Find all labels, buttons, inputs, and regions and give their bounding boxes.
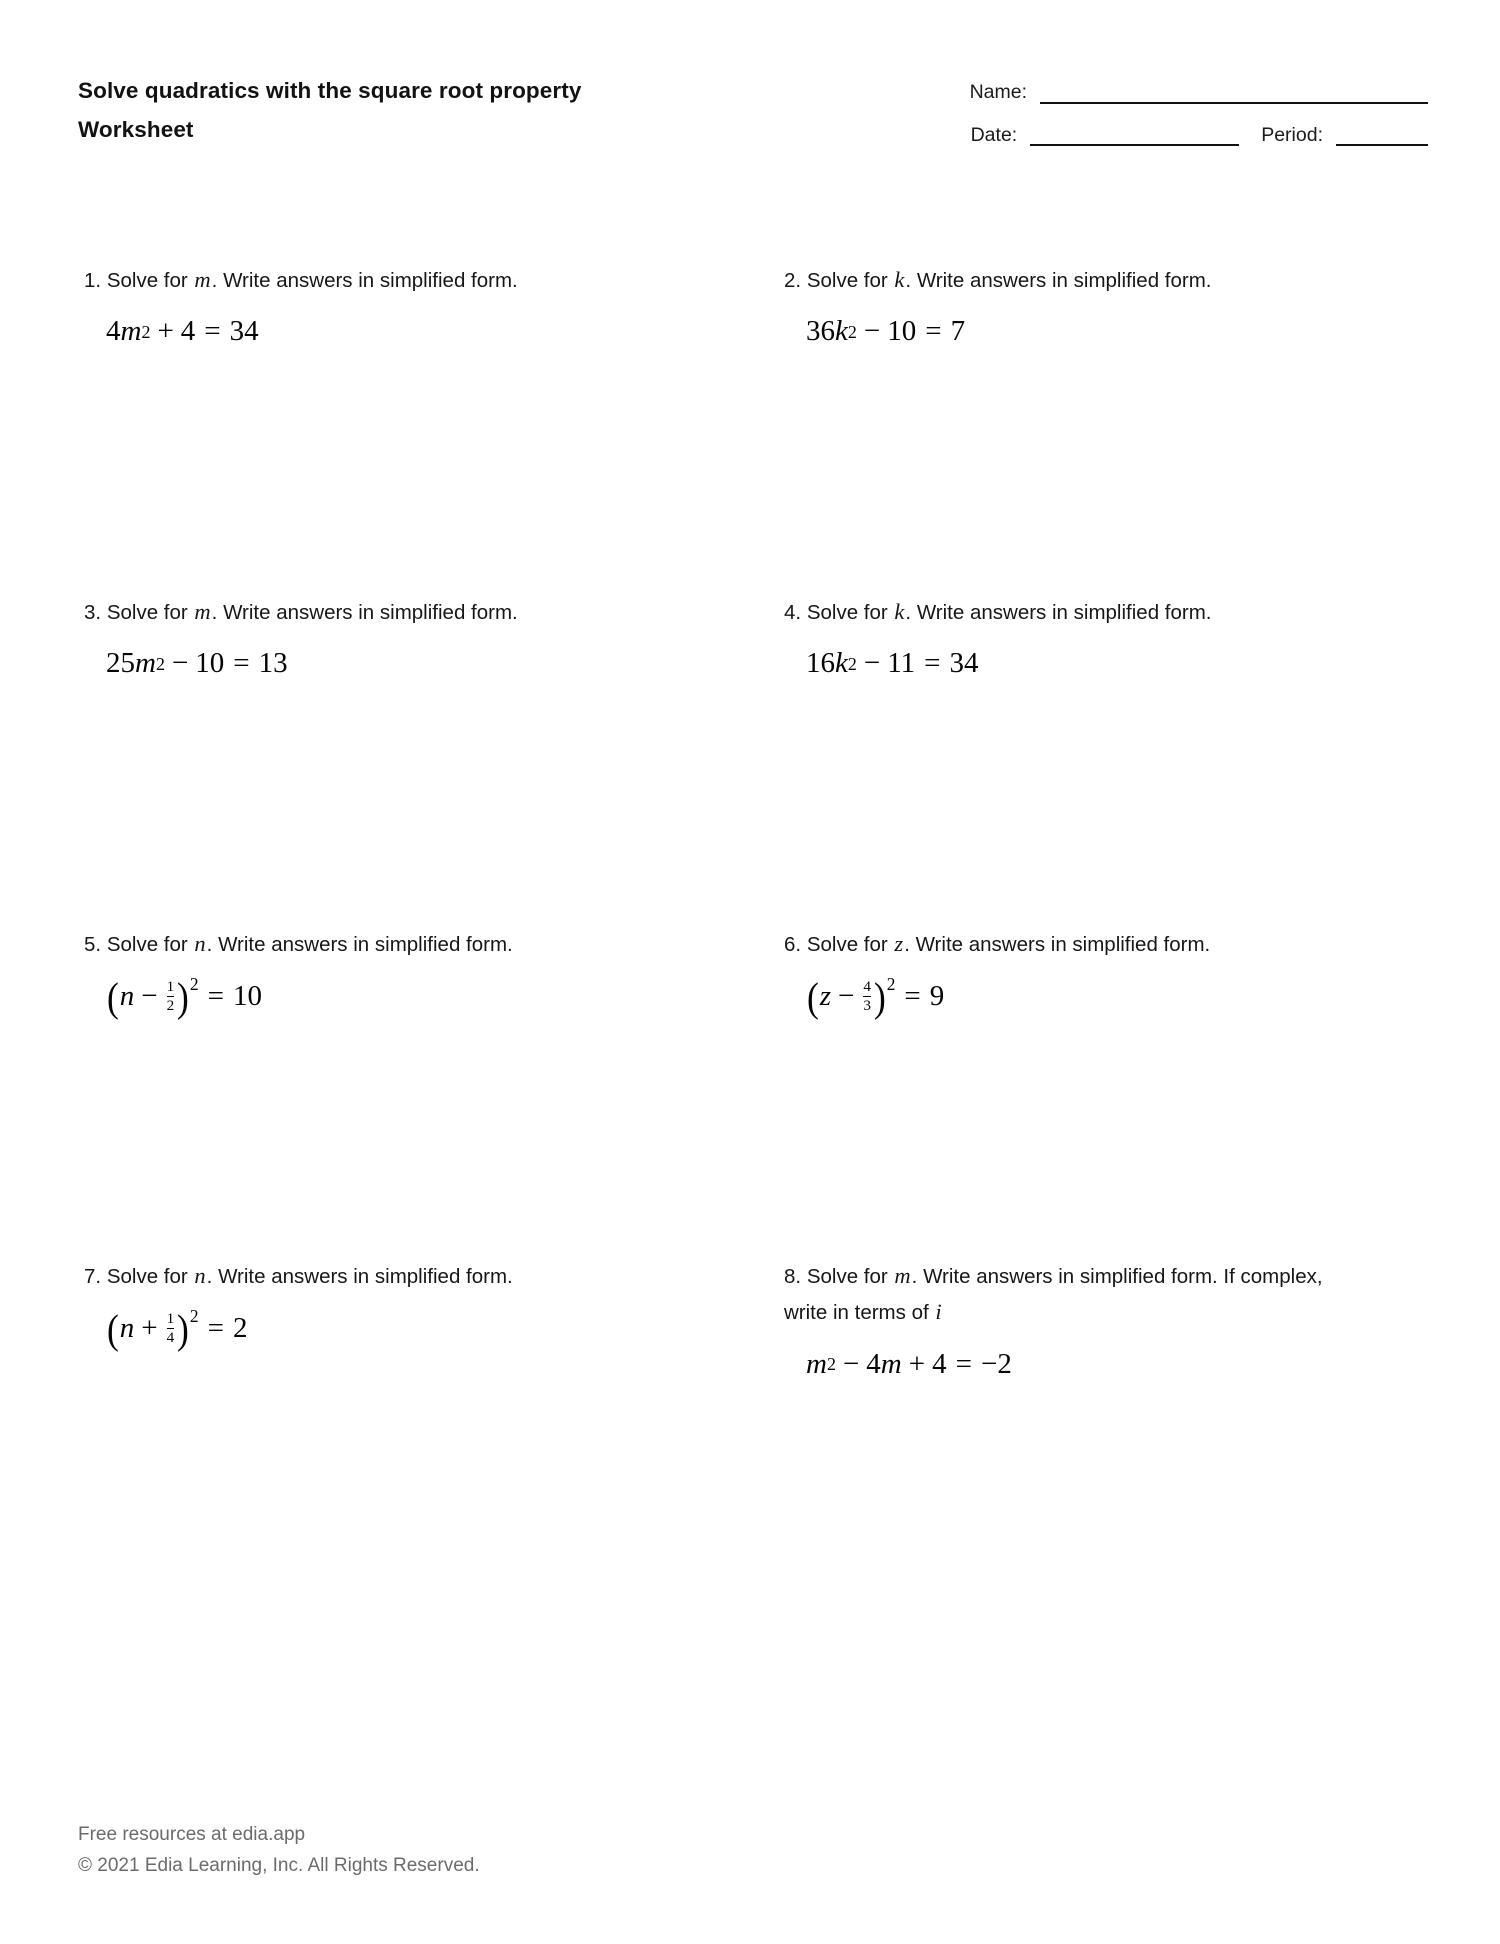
problem-6-prompt-before: Solve for [806,933,888,956]
name-label: Name: [969,81,1027,103]
p3-term-2: 10 [195,647,225,680]
problem-5-equation [78,973,778,1020]
p5-fraction-denominator: 2 [166,997,175,1015]
date-label: Date: [970,123,1018,146]
p3-variable: m [135,647,156,680]
p8-operator-2: + [908,1347,926,1380]
p7-fraction [167,1311,175,1346]
p6-close-paren: ) [873,973,886,1020]
problem-5-prompt-after: . Write answers in simplified form. [206,933,513,956]
problem-6-variable: z [894,931,904,956]
p3-operator-1: − [171,647,189,680]
p8-operator-1: − [842,1347,860,1380]
problem-1 [78,262,778,594]
p5-close-paren: ) [177,973,189,1020]
p5-equals-sign: = [207,980,224,1013]
problem-5-variable: n [194,931,206,956]
problem-7 [78,1258,778,1590]
p7-fraction-numerator: 1 [166,1310,175,1328]
problem-6-prompt-after: . Write answers in simplified form. [904,933,1211,956]
p3-coefficient: 25 [106,647,135,680]
p5-open-paren: ( [106,973,119,1020]
p2-coefficient: 36 [806,315,835,348]
p4-coefficient: 16 [806,647,835,680]
p6-variable: z [819,980,832,1013]
problem-1-prompt-after: . Write answers in simplified form. [211,269,518,292]
p8-right-side: −2 [980,1347,1012,1380]
problem-2-prompt-before: Solve for [806,269,888,292]
p7-close-paren: ) [177,1305,189,1352]
p4-equals-sign: = [924,647,941,680]
problem-8-number: 8. [784,1265,802,1288]
name-input-line[interactable] [1040,93,1428,104]
problem-3-prompt-before: Solve for [106,601,188,624]
worksheet-header [78,72,1428,149]
problem-1-equation: 4 m 2 + 4 = 34 [106,315,259,348]
p1-right-side: 34 [229,315,259,348]
p6-paren-group [806,973,896,1020]
p7-fraction-denominator: 4 [166,1329,175,1347]
name-field-row [928,83,1428,104]
problem-3-prompt [78,594,668,630]
problem-5-prompt [78,926,668,962]
problem-7-number: 7. [84,1265,102,1288]
problem-3-prompt-after: . Write answers in simplified form. [211,601,518,624]
problem-8-prompt-before: Solve for [806,1265,888,1288]
p2-right-side: 7 [950,315,966,348]
student-fields [928,72,1428,146]
problem-7-prompt [78,1258,668,1294]
p5-right-side: 10 [232,980,262,1013]
p1-variable: m [120,315,142,348]
problem-7-prompt-after: . Write answers in simplified form. [206,1265,513,1288]
problem-2-number: 2. [784,269,802,292]
p4-term-2: 11 [887,647,916,680]
problem-2-variable: k [894,267,905,292]
problem-7-variable: n [194,1263,206,1288]
p6-fraction [863,979,871,1014]
problem-8 [778,1258,1428,1590]
p1-coefficient: 4 [106,315,121,348]
problem-7-equation [78,1305,778,1352]
problem-1-prompt [78,262,668,298]
p5-fraction-numerator: 1 [166,978,175,996]
p5-operator-1: − [141,980,158,1013]
p8-equals-sign: = [955,1347,972,1380]
problem-1-number: 1. [84,269,102,292]
problem-3-number: 3. [84,601,102,624]
p7-right-side: 2 [232,1312,248,1345]
problem-8-prompt [778,1258,1368,1331]
title-line-1: Solve quadratics with the square root property [78,78,582,103]
period-input-line[interactable] [1336,135,1428,146]
p6-fraction-numerator: 4 [863,978,871,996]
p7-equals-sign: = [207,1312,224,1345]
p6-exponent: 2 [886,974,896,995]
p8-variable-2: m [880,1347,902,1380]
title-line-2: Worksheet [78,116,194,142]
p8-variable: m [806,1347,827,1380]
problem-4-prompt-before: Solve for [806,601,888,624]
p2-variable: k [835,315,848,348]
page-footer [78,1820,480,1882]
problem-8-prompt-after: . Write answers in simplified form. If [911,1265,1235,1288]
problem-5-prompt-before: Solve for [106,933,188,956]
date-period-field-row [928,123,1428,147]
p7-variable: n [119,1312,135,1345]
problem-8-prompt-line-2-variable: i [935,1299,942,1325]
footer-copyright-line: © 2021 Edia Learning, Inc. All Rights Reserved. [78,1855,480,1877]
problem-8-prompt-line-2: complex, write in terms of [784,1265,1323,1325]
problem-5 [78,926,778,1258]
p5-paren-group [106,973,199,1020]
problem-8-variable: m [894,1263,911,1288]
problem-4 [778,594,1428,926]
problem-4-prompt-after: . Write answers in simplified form. [905,601,1212,624]
problem-grid [78,262,1428,1590]
p2-operator-1: − [863,315,881,348]
problem-5-number: 5. [84,933,102,956]
problem-6-equation [778,973,1428,1020]
p6-equals-sign: = [904,980,921,1013]
p5-fraction [167,979,175,1014]
p6-operator-1: − [838,980,855,1013]
p1-operator-1: + [157,315,174,348]
p3-equals-sign: = [233,647,250,680]
page-title [78,72,581,149]
p5-variable: n [119,980,135,1013]
problem-2 [778,262,1428,594]
p4-operator-1: − [863,647,881,680]
p5-exponent: 2 [189,974,199,995]
problem-3-variable: m [194,599,211,624]
p6-fraction-denominator: 3 [863,997,871,1015]
date-input-line[interactable] [1030,135,1239,146]
p7-open-paren: ( [106,1305,119,1352]
p4-right-side: 34 [949,647,979,680]
problem-2-equation: 36 k 2 − 10 = 7 [806,315,966,348]
problem-7-prompt-before: Solve for [106,1265,188,1288]
problem-4-variable: k [894,599,905,624]
problem-2-prompt-after: . Write answers in simplified form. [905,269,1212,292]
p2-equals-sign: = [925,315,942,348]
footer-resources-line: Free resources at edia.app [78,1824,306,1846]
period-label: Period: [1261,123,1323,146]
problem-6-prompt [778,926,1368,962]
problem-8-equation: m 2 − 4 m + 4 = −2 [806,1347,1012,1380]
p2-term-2: 10 [887,315,917,348]
p3-right-side: 13 [258,647,288,680]
problem-6-number: 6. [784,933,802,956]
p7-operator-1: + [141,1312,158,1345]
problem-4-number: 4. [784,601,802,624]
problem-3 [78,594,778,926]
p6-right-side: 9 [929,980,945,1013]
p6-open-paren: ( [806,973,819,1020]
problem-1-variable: m [194,267,211,292]
p8-coefficient-2: 4 [866,1347,881,1380]
p4-variable: k [835,647,848,680]
problem-4-equation: 16 k 2 − 11 = 34 [806,647,979,680]
p7-paren-group [106,1305,199,1352]
p8-term-3: 4 [932,1347,947,1380]
problem-1-prompt-before: Solve for [106,269,188,292]
problem-6 [778,926,1428,1258]
problem-2-prompt [778,262,1368,298]
p7-exponent: 2 [189,1306,199,1327]
p1-equals-sign: = [204,315,221,348]
problem-4-prompt [778,594,1368,630]
p1-term-2: 4 [180,315,196,348]
problem-3-equation: 25 m 2 − 10 = 13 [106,647,288,680]
